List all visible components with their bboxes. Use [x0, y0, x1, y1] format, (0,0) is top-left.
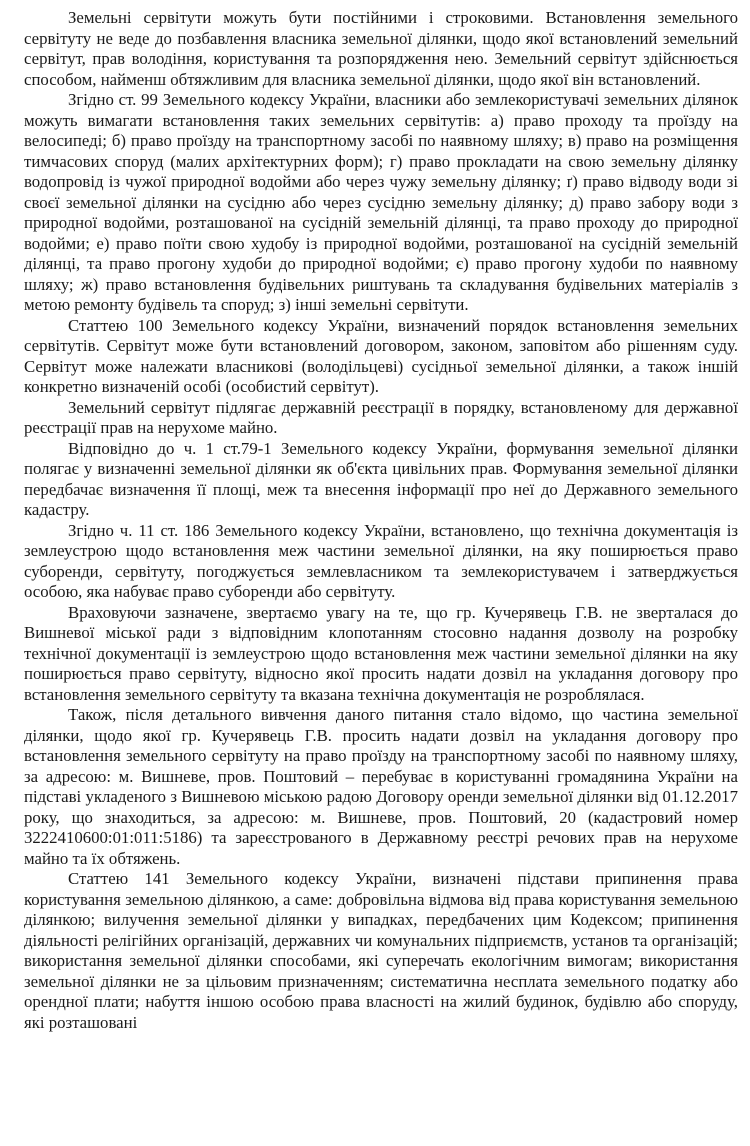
paragraph-state-registration: Земельний сервітут підлягає державній реєстрації в порядку, встановленому для державної реєстрації прав на нерухоме майно.	[24, 397, 738, 437]
document-page	[24, 8, 738, 1033]
paragraph-article-99: Згідно ст. 99 Земельного кодексу України, власники або землекористувачі земельних ділянок можуть вимагати встановлення таких земельних сервітутів: а) право проходу та проїзду на велосипеді; б) право проїзду на транспортному засобі по наявному шляху; в) право на розміщення тимчасових споруд (малих архітектурних форм); г) право прокладати на свою земельну ділянку водопровід із чужої природної водойми або через чужу земельну ділянку; ґ) право відводу води зі своєї земельної ділянки на сусідню або через сусідню земельну ділянку; д) право забору води з природної водойми, розташованої на сусідній земельній ділянці, та право проходу до природної водойми; е) право поїти свою худобу із природної водойми, розташованої на сусідній земельній ділянці, та право прогону худоби до природної водойми; є) право прогону худоби по наявному шляху; ж) право встановлення будівельних риштувань та складування будівельних матеріалів з метою ремонту будівель та споруд; з) інші земельні сервітути.	[24, 90, 738, 314]
paragraph-article-141: Статтею 141 Земельного кодексу України, визначені підстави припинення права користування земельною ділянкою, а саме: добровільна відмова від права користування земельною ділянкою; вилучення земельної ділянки у випадках, передбачених цим Кодексом; припинення діяльності релігійних організацій, державних чи комунальних підприємств, установ та організацій; використання земельної ділянки способами, які суперечать екологічним вимогам; використання земельної ділянки не за цільовим призначенням; систематична несплата земельного податку або орендної плати; набуття іншою особою права власності на жилий будинок, будівлю або споруду, які розташовані	[24, 869, 738, 1032]
paragraph-article-100: Статтею 100 Земельного кодексу України, визначений порядок встановлення земельних сервітутів. Сервітут може бути встановлений договором, законом, заповітом або рішенням суду. Сервітут може належати власникові (володільцеві) сусідньої земельної ділянки, а також іншій конкретно визначеній особі (особистий сервітут).	[24, 315, 738, 396]
paragraph-lease-details: Також, після детального вивчення даного питання стало відомо, що частина земельної ділянки, щодо якої гр. Кучерявець Г.В. просить надати дозвіл на укладання договору про встановлення земельного сервітуту на право проїзду на транспортному засобі по наявному шляху, за адресою: м. Вишневе, пров. Поштовий – перебуває в користуванні громадянина України на підставі укладеного з Вишневою міською радою Договору оренди земельної ділянки від 01.12.2017 року, що знаходиться, за адресою: м. Вишневе, пров. Поштовий, 20 (кадастровий номер 3222410600:01:011:5186) та зареєстрованого в Державному реєстрі речових прав на нерухоме майно та їх обтяжень.	[24, 705, 738, 868]
paragraph-article-186: Згідно ч. 11 ст. 186 Земельного кодексу України, встановлено, що технічна документація із землеустрою щодо встановлення меж частини земельної ділянки, на яку поширюється право суборенди, сервітуту, погоджується землевласником та землекористувачем і затверджується особою, яка набуває право суборенди або сервітуту.	[24, 520, 738, 601]
paragraph-article-79-1: Відповідно до ч. 1 ст.79-1 Земельного кодексу України, формування земельної ділянки полягає у визначенні земельної ділянки як об'єкта цивільних прав. Формування земельної ділянки передбачає визначення її площі, меж та внесення інформації про неї до Державного земельного кадастру.	[24, 438, 738, 519]
paragraph-servitude-terms: Земельні сервітути можуть бути постійними і строковими. Встановлення земельного сервітуту не веде до позбавлення власника земельної ділянки, щодо якої встановлений земельний сервітут, прав володіння, користування та розпорядження нею. Земельний сервітут здійснюється способом, найменш обтяжливим для власника земельної ділянки, щодо якої він встановлений.	[24, 8, 738, 89]
paragraph-applicant-notice: Враховуючи зазначене, звертаємо увагу на те, що гр. Кучерявець Г.В. не зверталася до Вишневої міської ради з відповідним клопотанням стосовно надання дозволу на розробку технічної документації із землеустрою щодо встановлення меж частини земельної ділянки на яку поширюється право сервітуту, відносно якої просить надати дозвіл на укладання договору про встановлення земельного сервітуту та вказана технічна документація не розроблялася.	[24, 602, 738, 704]
